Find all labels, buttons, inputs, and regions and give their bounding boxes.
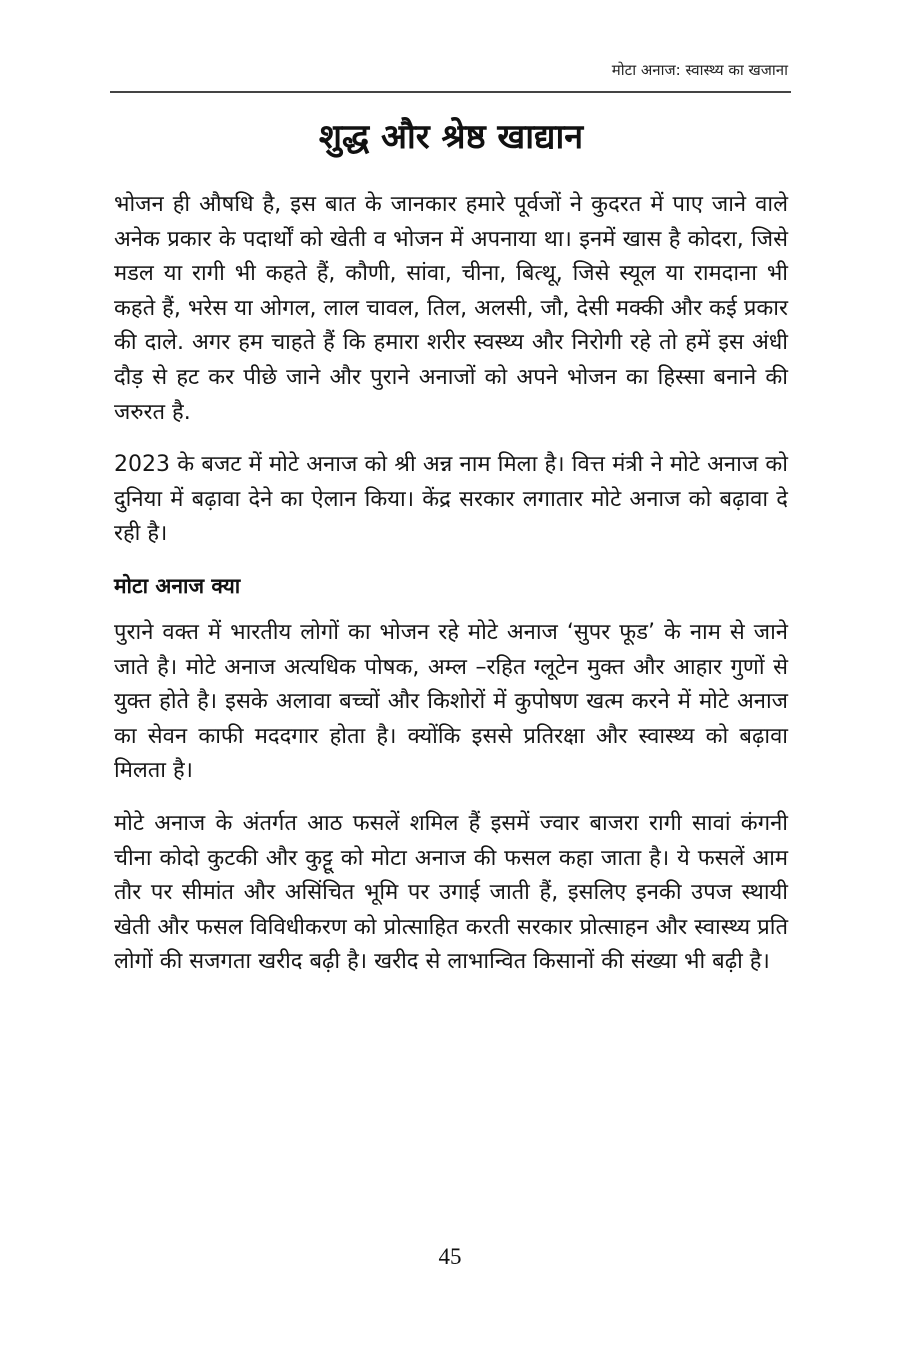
paragraph-intro: भोजन ही औषधि है, इस बात के जानकार हमारे पूर्वजों ने कुदरत में पाए जाने वाले अनेक प्रकार के पदार्थों को खेती व भोजन में अपनाया था। इनमें खास है कोदरा, जिसे मडल या रागी भी कहते हैं, कौणी, सांवा, चीना, बित्थू, जिसे स्यूल या रामदाना भी कहते हैं, भरेस या ओगल, लाल चावल, तिल, अलसी, जौ, देसी मक्की और कई प्रकार की दाले. अगर हम चाहते हैं कि हमारा शरीर स्वस्थ्य और निरोगी रहे तो हमें इस अंधी दौड़ से हट कर पीछे जाने और पुराने अनाजों को अपने भोजन का हिस्सा बनाने की जरुरत है. (114, 192, 788, 425)
running-header: मोटा अनाज: स्वास्थ्य का खजाना (611, 61, 788, 79)
page-number: 45 (438, 1244, 462, 1269)
paragraph-budget: 2023 के बजट में मोटे अनाज को श्री अन्न नाम मिला है। वित्त मंत्री ने मोटे अनाज को दुनिया में बढ़ावा देने का ऐलान किया। केंद्र सरकार लगातार मोटे अनाज को बढ़ावा दे रही है। (114, 452, 788, 547)
paragraph-crops: मोटे अनाज के अंतर्गत आठ फसलें शमिल हैं इसमें ज्वार बाजरा रागी सावां कंगनी चीना कोदो कुटकी और कुट्टू को मोटा अनाज की फसल कहा जाता है। ये फसलें आम तौर पर सीमांत और असिंचित भूमि पर उगाई जाती हैं, इसलिए इनकी उपज स्थायी खेती और फसल विविधीकरण को प्रोत्साहित करती सरकार प्रोत्साहन और स्वास्थ्य प्रति लोगों की सजगता खरीद बढ़ी है। खरीद से लाभान्वित किसानों की संख्या भी बढ़ी है। (114, 810, 788, 975)
page-body (114, 108, 788, 998)
page-title: शुद्ध और श्रेष्ठ खाद्यान (318, 117, 584, 157)
header-divider (110, 91, 791, 93)
section-heading: मोटा अनाज क्या (114, 573, 241, 598)
paragraph-superfood: पुराने वक्त में भारतीय लोगों का भोजन रहे मोटे अनाज ‘सुपर फूड’ के नाम से जाने जाते है। मोटे अनाज अत्यधिक पोषक, अम्ल –रहित ग्लूटेन मुक्त और आहार गुणों से युक्त होते है। इसके अलावा बच्चों और किशोरों में कुपोषण खत्म करने में मोटे अनाज का सेवन काफी मददगार होता है। क्योंकि इससे प्रतिरक्षा और स्वास्थ्य को बढ़ावा मिलता है। (114, 619, 788, 784)
